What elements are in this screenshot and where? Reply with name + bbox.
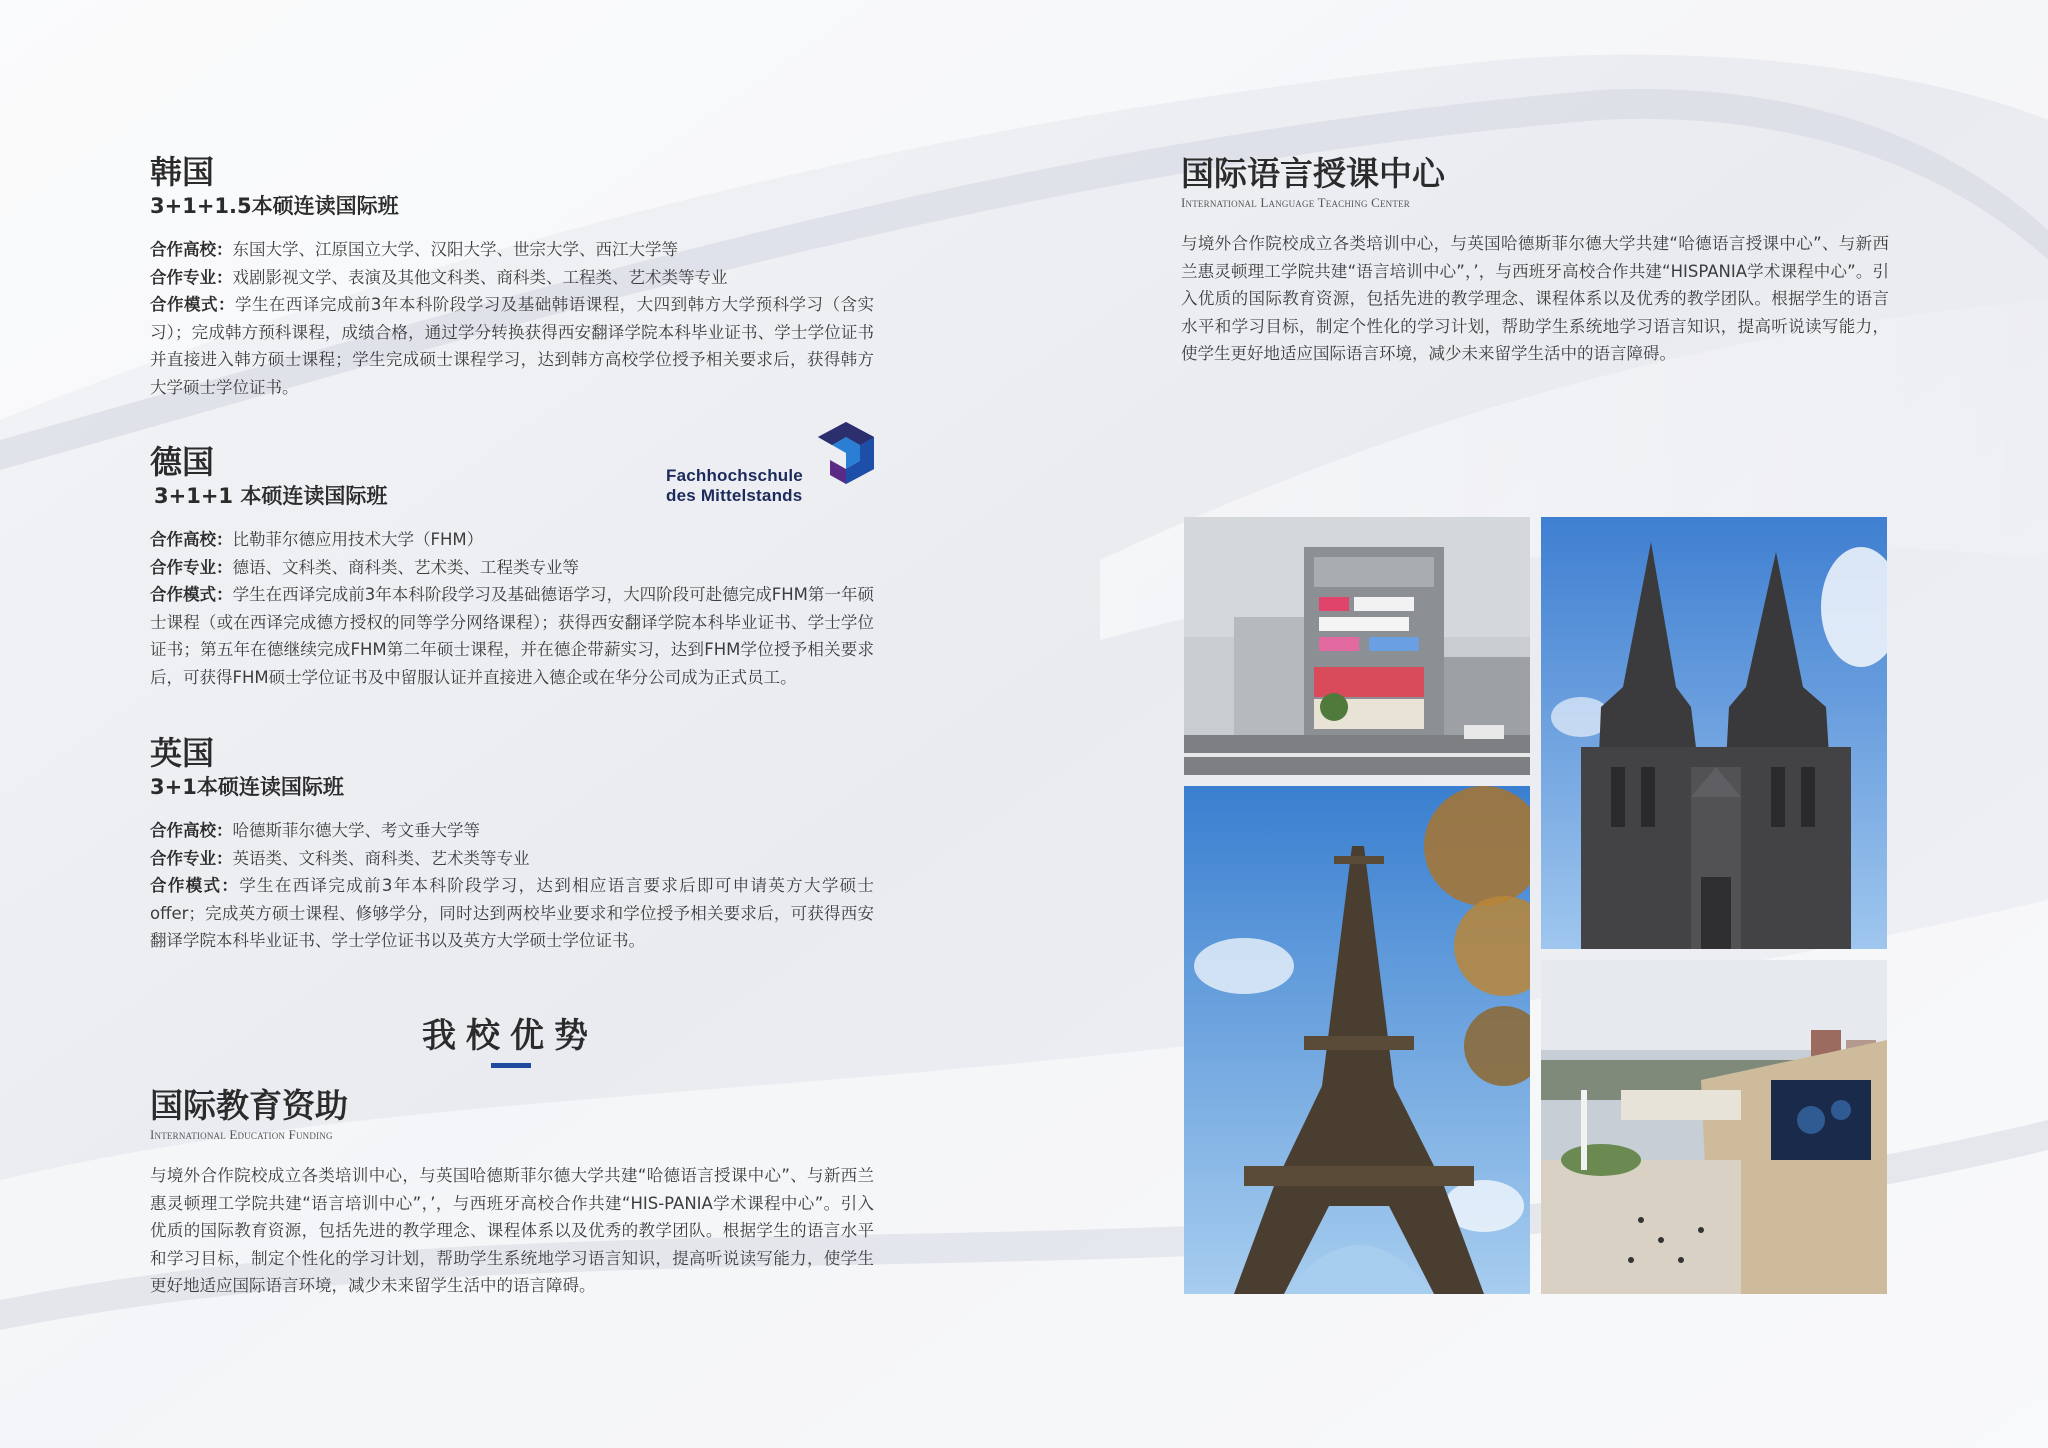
center-text: 与境外合作院校成立各类培训中心，与英国哈德斯菲尔德大学共建“哈德语言授课中心”、与新西兰惠灵顿理工学院共建“语言培训中心”，’，与西班牙高校合作共建“HISPANIA学术课程中心”。引入优质的国际教育资源，包括先进的教学理念、课程体系以及优秀的教学团队。根据学生的语言水平和学习目标，制定个性化的学习计划，帮助学生系统地学习语言知识，提高听说读写能力，使学生更好地适应国际语言环境，减少未来留学生活中的语言障碍。: [1181, 234, 1889, 363]
center-subtitle-en: International Language Teaching Center: [1181, 195, 1410, 210]
row-value: 英语类、文科类、商科类、艺术类等专业: [232, 848, 530, 868]
funding-title: 国际教育资助: [150, 1086, 348, 1125]
germany-program: 3+1+1 本硕连读国际班: [154, 484, 388, 508]
row-value: 哈德斯菲尔德大学、考文垂大学等: [232, 821, 480, 840]
fhm-logo: [662, 420, 876, 510]
uk-row-schools: [150, 817, 874, 845]
fhm-logo-line2: des Mittelstands: [666, 486, 803, 505]
row-value: 学生在西译完成前3年本科阶段学习及基础韩语课程，大四到韩方大学预科学习（含实习）；完成韩方预科课程，成绩合格，通过学分转换获得西安翻译学院本科毕业证书、学士学位证书并直接进入韩方硕士课程；学生完成硕士课程学习，达到韩方高校学位授予相关要求后，获得韩方大学硕士学位证书。: [150, 295, 875, 397]
germany-row-mode: [150, 581, 874, 691]
advantage-underline: [491, 1063, 531, 1068]
row-key: 合作专业：: [150, 557, 233, 577]
row-key: 合作高校：: [150, 240, 233, 259]
center-section: [1181, 154, 1889, 368]
photo-korea-street: [1184, 517, 1530, 775]
photo-cathedral: [1541, 517, 1887, 949]
fhm-logo-mark: [816, 420, 876, 486]
funding-subtitle-en: International Education Funding: [150, 1127, 333, 1142]
row-key: 合作模式：: [150, 876, 240, 895]
row-value: 学生在西译完成前3年本科阶段学习，达到相应语言要求后即可申请英方大学硕士offer；完成英方硕士课程、修够学分，同时达到两校毕业要求和学位授予相关要求后，可获得西安翻译学院本科毕业证书、学士学位证书以及英方大学硕士学位证书。: [150, 876, 874, 950]
row-value: 东国大学、江原国立大学、汉阳大学、世宗大学、西江大学等: [232, 240, 678, 259]
uk-section: [150, 733, 874, 955]
funding-text: 与境外合作院校成立各类培训中心，与英国哈德斯菲尔德大学共建“哈德语言授课中心”、与新西兰惠灵顿理工学院共建“语言培训中心”，’，与西班牙高校合作共建“HIS-PANIA学术课程中心”。引入优质的国际教育资源，包括先进的教学理念、课程体系以及优秀的教学团队。根据学生的语言水平和学习目标，制定个性化的学习计划，帮助学生系统地学习语言知识，提高听说读写能力，使学生更好地适应国际语言环境，减少未来留学生活中的语言障碍。: [150, 1166, 874, 1295]
advantage-heading: 我校优势: [422, 1016, 598, 1056]
row-key: 合作高校：: [150, 530, 233, 549]
korea-program: 3+1+1.5本硕连读国际班: [150, 194, 399, 218]
korea-row-majors: [150, 264, 874, 292]
row-value: 戏剧影视文学、表演及其他文科类、商科类、工程类、艺术类等专业: [232, 267, 728, 287]
uk-program: 3+1本硕连读国际班: [150, 775, 344, 799]
korea-row-mode: [150, 291, 874, 401]
row-value: 比勒菲尔德应用技术大学（FHM）: [232, 530, 484, 549]
fhm-logo-line1: Fachhochschule: [666, 466, 803, 485]
row-value: 德语、文科类、商科类、艺术类、工程类专业等: [232, 557, 579, 577]
germany-heading: 德国: [150, 443, 215, 481]
germany-row-schools: [150, 526, 874, 554]
uk-row-majors: [150, 845, 874, 873]
row-value: 学生在西译完成前3年本科阶段学习及基础德语学习，大四阶段可赴德完成FHM第一年硕士课程（或在西译完成德方授权的同等学分网络课程）；获得西安翻译学院本科毕业证书、学士学位证书；第五年在德继续完成FHM第二年硕士课程，并在德企带薪实习，达到FHM学位授予相关要求后，可获得FHM硕士学位证书及中留服认证并直接进入德企或在华分公司成为正式员工。: [150, 585, 874, 687]
photo-eiffel-tower: [1184, 786, 1530, 1294]
funding-section: [150, 1086, 874, 1300]
korea-section: [150, 152, 874, 401]
korea-row-schools: [150, 236, 874, 264]
uk-row-mode: [150, 872, 874, 955]
row-key: 合作模式：: [150, 295, 235, 314]
row-key: 合作模式：: [150, 585, 233, 604]
korea-heading: 韩国: [150, 153, 215, 191]
row-key: 合作专业：: [150, 848, 233, 868]
row-key: 合作专业：: [150, 267, 233, 287]
uk-heading: 英国: [150, 734, 215, 772]
center-title: 国际语言授课中心: [1181, 154, 1445, 193]
row-key: 合作高校：: [150, 821, 233, 840]
germany-row-majors: [150, 554, 874, 582]
photo-campus: [1541, 960, 1887, 1294]
